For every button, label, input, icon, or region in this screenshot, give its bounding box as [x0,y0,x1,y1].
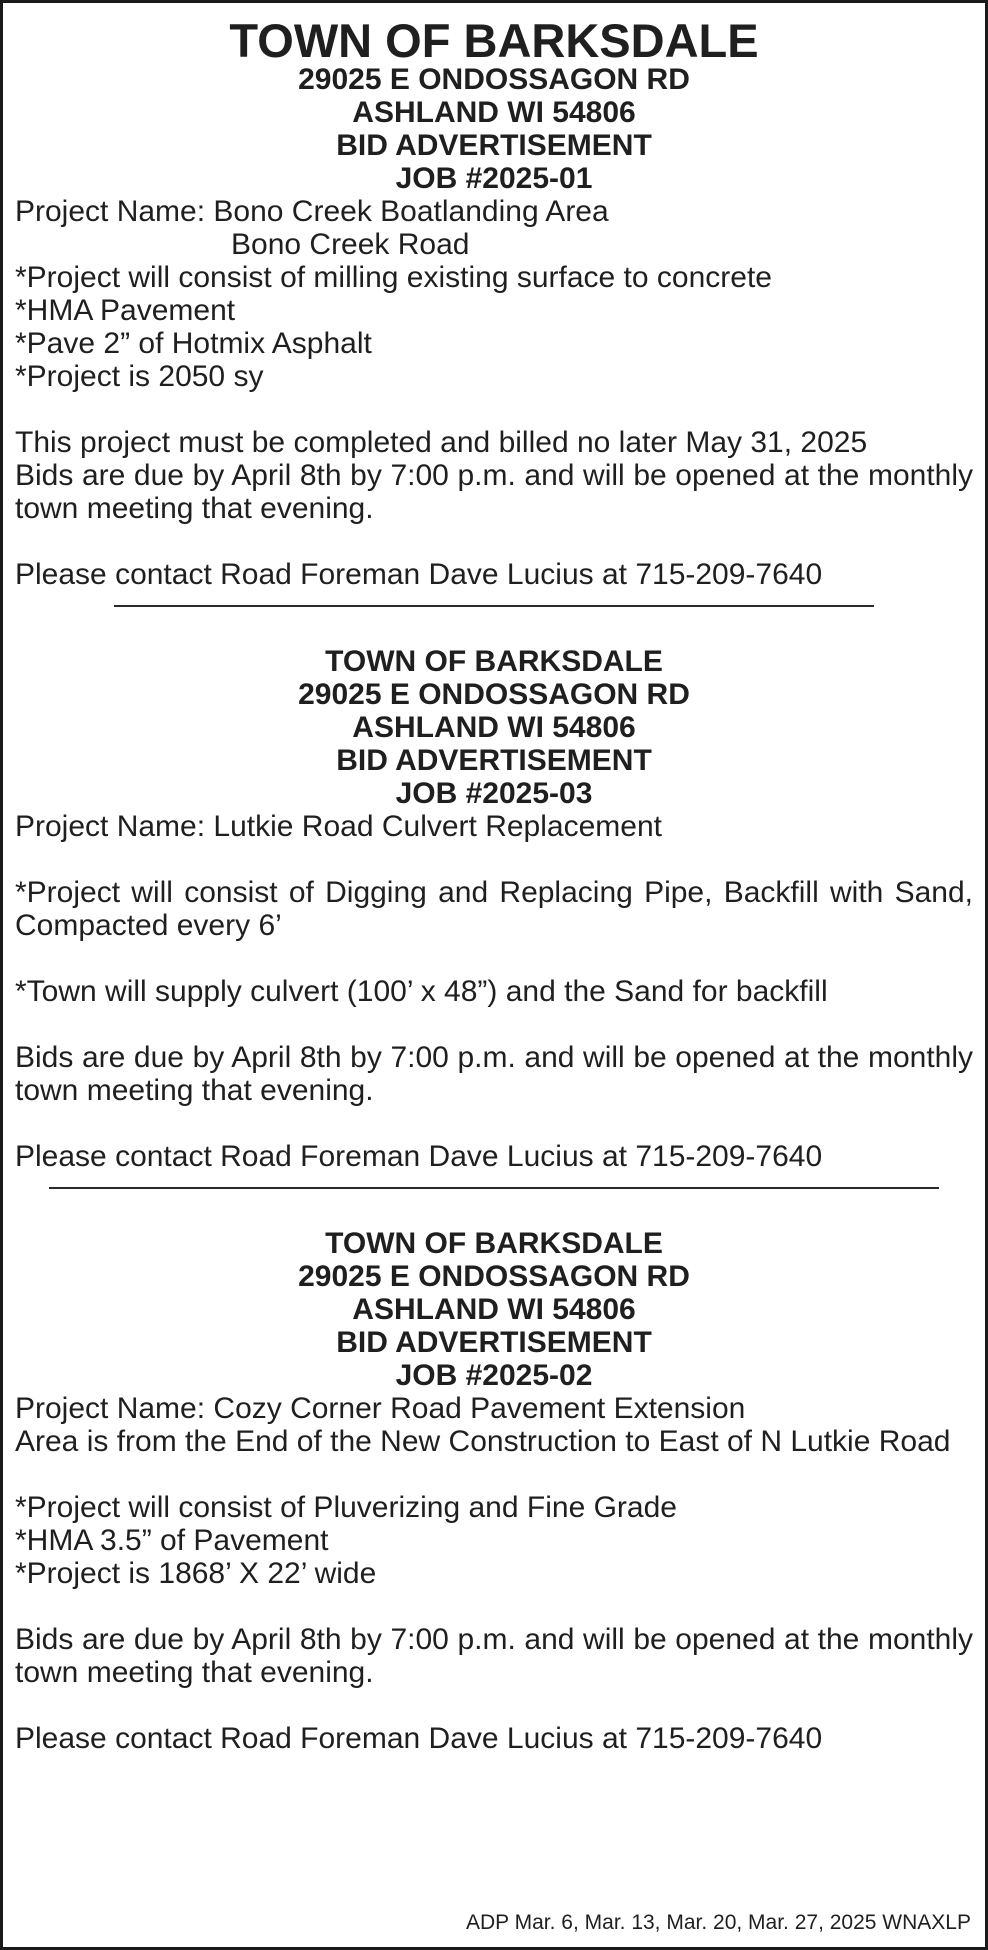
town-title: TOWN OF BARKSDALE [229,14,759,67]
project-item: *Project is 2050 sy [15,360,264,393]
job-number: JOB #2025-01 [395,162,593,195]
contact-line: Please contact Road Foreman Dave Lucius at 715-209-7640 [15,1722,823,1755]
project-item: *HMA 3.5” of Pavement [15,1524,329,1557]
project-item: *Project will consist of Pluverizing and Fine Grade [15,1491,677,1524]
completion-deadline: This project must be completed and billed no later May 31, 2025 [15,426,868,459]
contact-line: Please contact Road Foreman Dave Lucius at 715-209-7640 [15,558,823,591]
project-name: Project Name: Bono Creek Boatlanding Area [15,195,609,228]
city-line: ASHLAND WI 54806 [352,96,636,129]
publication-dates: ADP Mar. 6, Mar. 13, Mar. 20, Mar. 27, 2025 WNAXLP [465,1911,971,1934]
project-name-continued: Bono Creek Road [231,228,470,261]
bid-due-notice: Bids are due by April 8th by 7:00 p.m. and will be opened at the monthly town meeting that evening. [15,1623,973,1689]
project-item: *HMA Pavement [15,294,236,327]
town-title: TOWN OF BARKSDALE [325,1227,663,1260]
project-item: *Town will supply culvert (100’ x 48”) and the Sand for backfill [15,975,828,1008]
project-item: *Pave 2” of Hotmix Asphalt [15,327,372,360]
project-name: Project Name: Cozy Corner Road Pavement Extension [15,1392,746,1425]
city-line: ASHLAND WI 54806 [352,1293,636,1326]
bid-ad-job-2025-02 [15,1227,973,1755]
bid-ad-job-2025-01 [15,14,973,591]
address-line: 29025 E ONDOSSAGON RD [298,1260,690,1293]
address-line: 29025 E ONDOSSAGON RD [298,678,690,711]
address-line: 29025 E ONDOSSAGON RD [298,63,690,96]
city-line: ASHLAND WI 54806 [352,711,636,744]
project-item: *Project is 1868’ X 22’ wide [15,1557,377,1590]
bid-ad-job-2025-03 [15,645,973,1173]
ad-type-heading: BID ADVERTISEMENT [336,1326,652,1359]
job-number: JOB #2025-02 [395,1359,593,1392]
project-item: *Project will consist of Digging and Replacing Pipe, Backfill with Sand, Compacted every 6’ [15,876,973,942]
ad-type-heading: BID ADVERTISEMENT [336,129,652,162]
ad-type-heading: BID ADVERTISEMENT [336,744,652,777]
project-item: *Project will consist of milling existing surface to concrete [15,261,772,294]
section-divider [114,605,874,607]
town-title: TOWN OF BARKSDALE [325,645,663,678]
project-name: Project Name: Lutkie Road Culvert Replacement [15,810,662,843]
job-number: JOB #2025-03 [395,777,593,810]
section-divider [49,1187,939,1189]
contact-line: Please contact Road Foreman Dave Lucius at 715-209-7640 [15,1140,823,1173]
bid-due-notice: Bids are due by April 8th by 7:00 p.m. and will be opened at the monthly town meeting that evening. [15,1041,973,1107]
bid-due-notice: Bids are due by April 8th by 7:00 p.m. and will be opened at the monthly town meeting that evening. [15,459,973,525]
project-area: Area is from the End of the New Construction to East of N Lutkie Road [15,1425,951,1458]
